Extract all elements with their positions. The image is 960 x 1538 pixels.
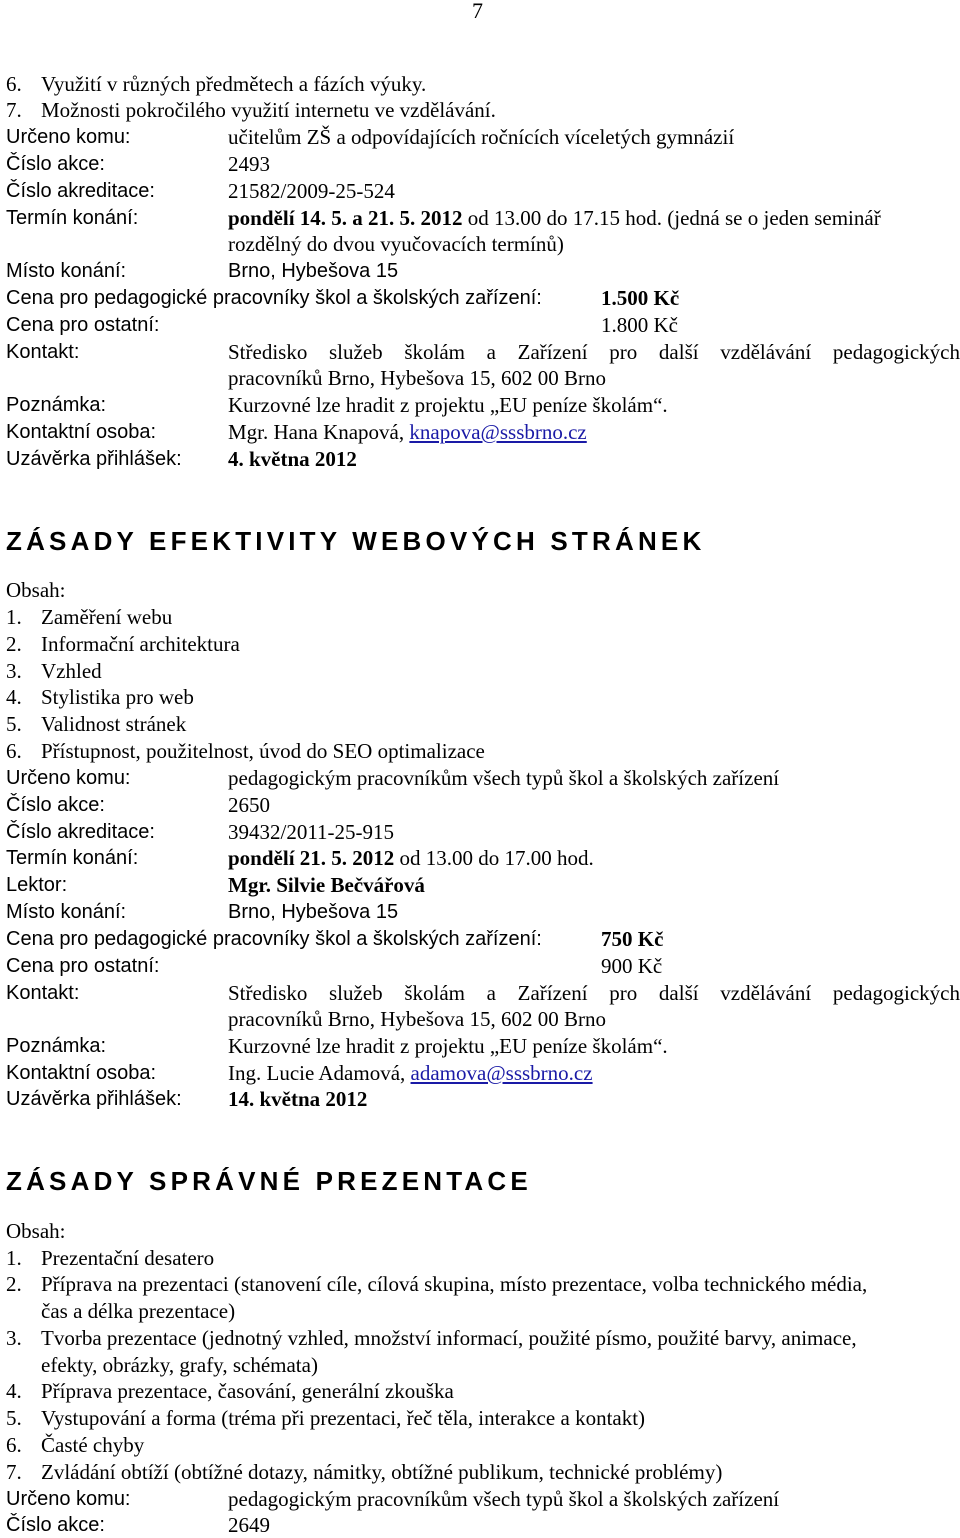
uzaverka-value: 14. května 2012: [228, 1087, 368, 1111]
poznamka-label: Poznámka:: [6, 394, 107, 416]
list-item: 1. Prezentační desatero: [6, 1246, 215, 1270]
osoba-value: Mgr. Hana Knapová, knapova@sssbrno.cz: [228, 420, 587, 444]
lektor-label: Lektor:: [6, 874, 68, 896]
termin-value: pondělí 14. 5. a 21. 5. 2012 od 13.00 do 17.15 hod. (jedná se o jeden seminář: [228, 206, 881, 230]
list-item-cont: efekty, obrázky, grafy, schémata): [41, 1353, 318, 1377]
kontakt-label: Kontakt:: [6, 982, 80, 1004]
lektor-value: Mgr. Silvie Bečvářová: [228, 873, 425, 897]
termin-value-cont: rozdělný do dvou vyučovacích termínů): [228, 232, 564, 256]
poznamka-value: Kurzovné lze hradit z projektu „EU peníze školám“.: [228, 1034, 668, 1058]
termin-label: Termín konání:: [6, 207, 139, 229]
list-item: 3. Vzhled: [6, 659, 102, 683]
kontakt-value-cont: pracovníků Brno, Hybešova 15, 602 00 Brno: [228, 1007, 606, 1031]
cena-ost-label: Cena pro ostatní:: [6, 955, 160, 977]
list-item: 3. Tvorba prezentace (jednotný vzhled, množství informací, použité písmo, použité barvy, animace,: [6, 1326, 857, 1350]
misto-value: Brno, Hybešova 15: [228, 901, 399, 923]
list-item: 4. Stylistika pro web: [6, 685, 194, 709]
poznamka-value: Kurzovné lze hradit z projektu „EU peníze školám“.: [228, 393, 668, 417]
list-item: 2. Příprava na prezentaci (stanovení cíle, cílová skupina, místo prezentace, volba technického média,: [6, 1272, 868, 1296]
cislo-akce-label: Číslo akce:: [6, 794, 105, 816]
poznamka-label: Poznámka:: [6, 1035, 107, 1057]
obsah-label: Obsah:: [6, 1219, 66, 1243]
uzaverka-label: Uzávěrka přihlášek:: [6, 448, 182, 470]
osoba-value: Ing. Lucie Adamová, adamova@sssbrno.cz: [228, 1061, 593, 1085]
list-item: 7. Možnosti pokročilého využití internetu ve vzdělávání.: [6, 98, 496, 122]
list-item: 6. Přístupnost, použitelnost, úvod do SEO optimalizace: [6, 739, 485, 763]
kontakt-value-cont: pracovníků Brno, Hybešova 15, 602 00 Brno: [228, 366, 606, 390]
list-item: 7. Zvládání obtíží (obtížné dotazy, námitky, obtížné publikum, technické problémy): [6, 1460, 723, 1484]
list-item: 6. Využití v různých předmětech a fázích výuky.: [6, 72, 427, 96]
cena-ped-value: 1.500 Kč: [601, 286, 680, 310]
list-item-cont: čas a délka prezentace): [41, 1299, 236, 1323]
akreditace-value: 21582/2009-25-524: [228, 179, 395, 203]
cena-ost-value: 1.800 Kč: [601, 313, 678, 337]
email-link[interactable]: adamova@sssbrno.cz: [410, 1061, 593, 1085]
list-item: 2. Informační architektura: [6, 632, 240, 656]
uzaverka-value: 4. května 2012: [228, 447, 357, 471]
kontakt-value: Středisko služeb školám a Zařízení pro další vzdělávání pedagogických: [228, 340, 960, 364]
list-item: 6. Časté chyby: [6, 1433, 145, 1457]
osoba-label: Kontaktní osoba:: [6, 421, 157, 443]
cislo-akce-value: 2650: [228, 793, 270, 817]
list-item: 5. Validnost stránek: [6, 712, 187, 736]
akreditace-label: Číslo akreditace:: [6, 180, 155, 202]
cena-ost-label: Cena pro ostatní:: [6, 314, 160, 336]
misto-label: Místo konání:: [6, 901, 127, 923]
urceno-value: pedagogickým pracovníkům všech typů škol a školských zařízení: [228, 766, 780, 790]
osoba-label: Kontaktní osoba:: [6, 1062, 157, 1084]
list-item: 5. Vystupování a forma (tréma při prezentaci, řeč těla, interakce a kontakt): [6, 1406, 646, 1430]
cena-ped-label: Cena pro pedagogické pracovníky škol a školských zařízení:: [6, 287, 542, 309]
termin-label: Termín konání:: [6, 847, 139, 869]
cena-ped-label: Cena pro pedagogické pracovníky škol a školských zařízení:: [6, 928, 542, 950]
list-item: 1. Zaměření webu: [6, 605, 173, 629]
cena-ost-value: 900 Kč: [601, 954, 663, 978]
urceno-label: Určeno komu:: [6, 1488, 131, 1510]
cislo-akce-label: Číslo akce:: [6, 1514, 105, 1536]
urceno-label: Určeno komu:: [6, 126, 131, 148]
kontakt-value: Středisko služeb školám a Zařízení pro další vzdělávání pedagogických: [228, 981, 960, 1005]
misto-label: Místo konání:: [6, 260, 127, 282]
list-item: 4. Příprava prezentace, časování, generální zkouška: [6, 1379, 454, 1403]
akreditace-value: 39432/2011-25-915: [228, 820, 395, 844]
section-heading: ZÁSADY SPRÁVNÉ PREZENTACE: [6, 1166, 532, 1196]
uzaverka-label: Uzávěrka přihlášek:: [6, 1088, 182, 1110]
akreditace-label: Číslo akreditace:: [6, 821, 155, 843]
urceno-value: učitelům ZŠ a odpovídajících ročnících víceletých gymnázií: [228, 125, 735, 149]
obsah-label: Obsah:: [6, 578, 66, 602]
page-number: 7: [472, 0, 483, 23]
cislo-akce-value: 2493: [228, 152, 270, 176]
cislo-akce-value: 2649: [228, 1513, 270, 1537]
section-heading: ZÁSADY EFEKTIVITY WEBOVÝCH STRÁNEK: [6, 526, 706, 556]
misto-value: Brno, Hybešova 15: [228, 260, 399, 282]
cena-ped-value: 750 Kč: [601, 927, 664, 951]
kontakt-label: Kontakt:: [6, 341, 80, 363]
email-link[interactable]: knapova@sssbrno.cz: [409, 420, 587, 444]
urceno-value: pedagogickým pracovníkům všech typů škol a školských zařízení: [228, 1487, 780, 1511]
cislo-akce-label: Číslo akce:: [6, 153, 105, 175]
termin-value: pondělí 21. 5. 2012 od 13.00 do 17.00 hod.: [228, 846, 594, 870]
urceno-label: Určeno komu:: [6, 767, 131, 789]
